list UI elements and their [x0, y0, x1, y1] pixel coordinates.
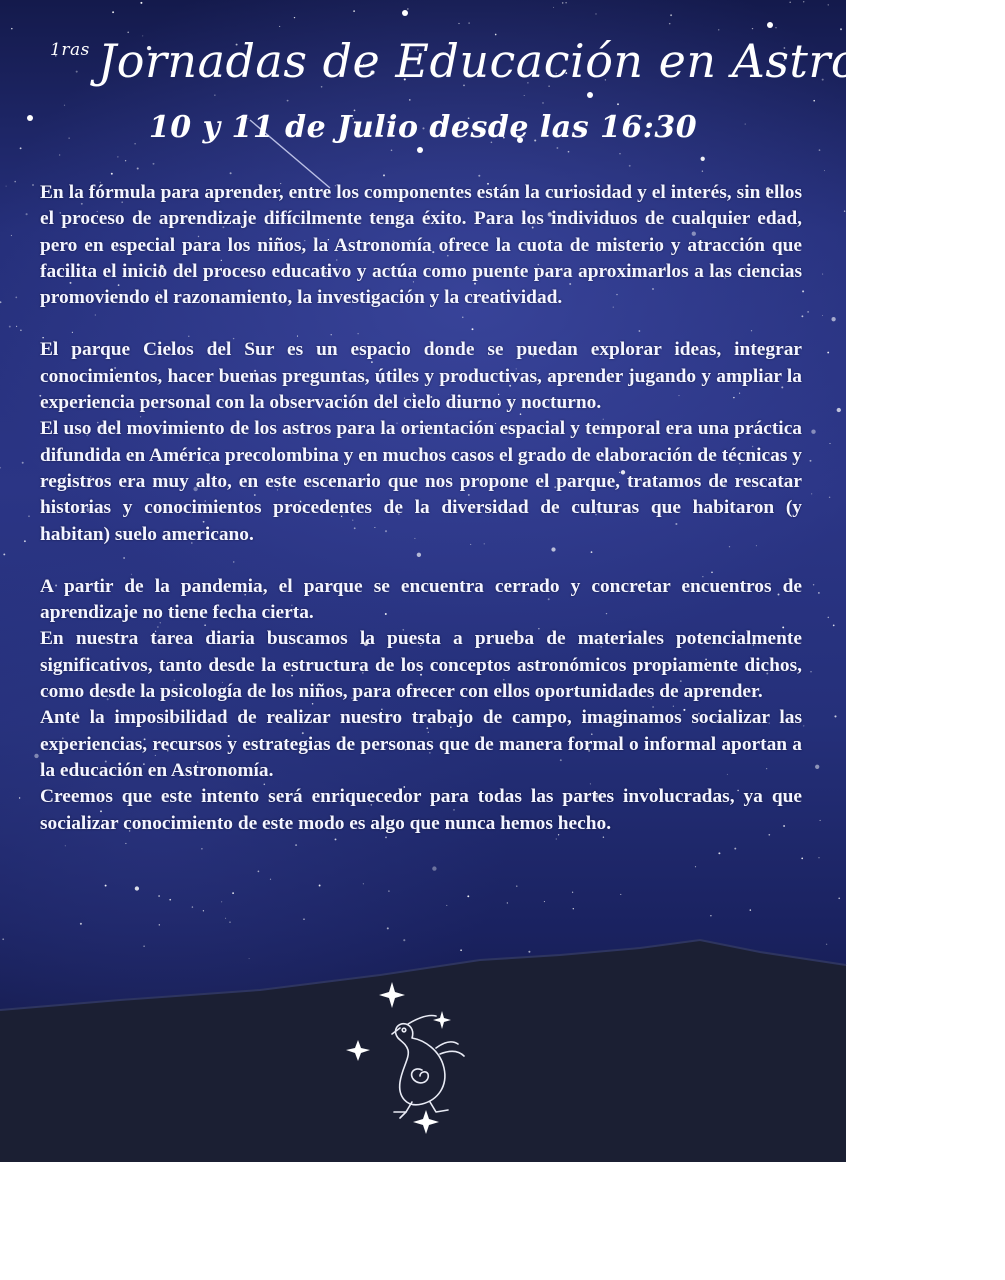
paragraph-history: El uso del movimiento de los astros para la orientación espacial y temporal era una práctica difundida en América precolombina y en muchos casos el grado de elaboración de técnicas y registros era muy alto, en este escenario que nos propone el parque, tratamos de rescatar historias y conocimientos procedentes de la diversidad de culturas que habitaron (y habitan) suelo americano.	[40, 418, 802, 545]
paragraph-task: En nuestra tarea diaria buscamos la puesta a prueba de materiales potencialmente significativos, tanto desde la estructura de los conceptos astronómicos propiamente dichos, como desde la psicología de los niños, para ofrecer con ellos oportunidades de aprender.	[40, 628, 802, 703]
paragraph-pandemic: A partir de la pandemia, el parque se encuentra cerrado y concretar encuentros de aprendizaje no tiene fecha cierta.	[40, 575, 802, 624]
paragraph-intro: En la fórmula para aprender, entre los componentes están la curiosidad y el interés, sin ellos el proceso de aprendizaje difícilmente tenga éxito. Para los individuos de cualquier edad, pero en especial para los niños, la Astronomía ofrece la cuota de misterio y atracción que facilita el inicio del proceso educativo y actúa como puente para aproximarlos a las ciencias promoviendo el razonamiento, la investigación y la creatividad.	[40, 182, 802, 309]
paragraph-closing: Creemos que este intento será enriquecedor para todas las partes involucradas, ya que socializar conocimiento de este modo es algo que nunca hemos hecho.	[40, 786, 802, 834]
paragraph-park: El parque Cielos del Sur es un espacio donde se puedan explorar ideas, integrar conocimientos, hacer buenas preguntas, útiles y productivas, aprender jugando y ampliar la experiencia personal con la observación del cielo diurno y nocturno.	[40, 339, 802, 414]
event-date: 10 y 11 de Julio desde las 16:30	[148, 110, 698, 145]
title-superscript: 1ras	[50, 40, 90, 60]
paragraph-proposal: Ante la imposibilidad de realizar nuestro trabajo de campo, imaginamos socializar las experiencias, recursos y estrategias de personas que de manera formal o informal aportan a la educación en Astronomía.	[40, 707, 802, 781]
page-title	[50, 34, 1005, 114]
body-text	[40, 180, 802, 837]
title-text: Jornadas de Educación en Astronomía	[97, 34, 1005, 88]
bird-with-stars-icon	[340, 978, 480, 1138]
